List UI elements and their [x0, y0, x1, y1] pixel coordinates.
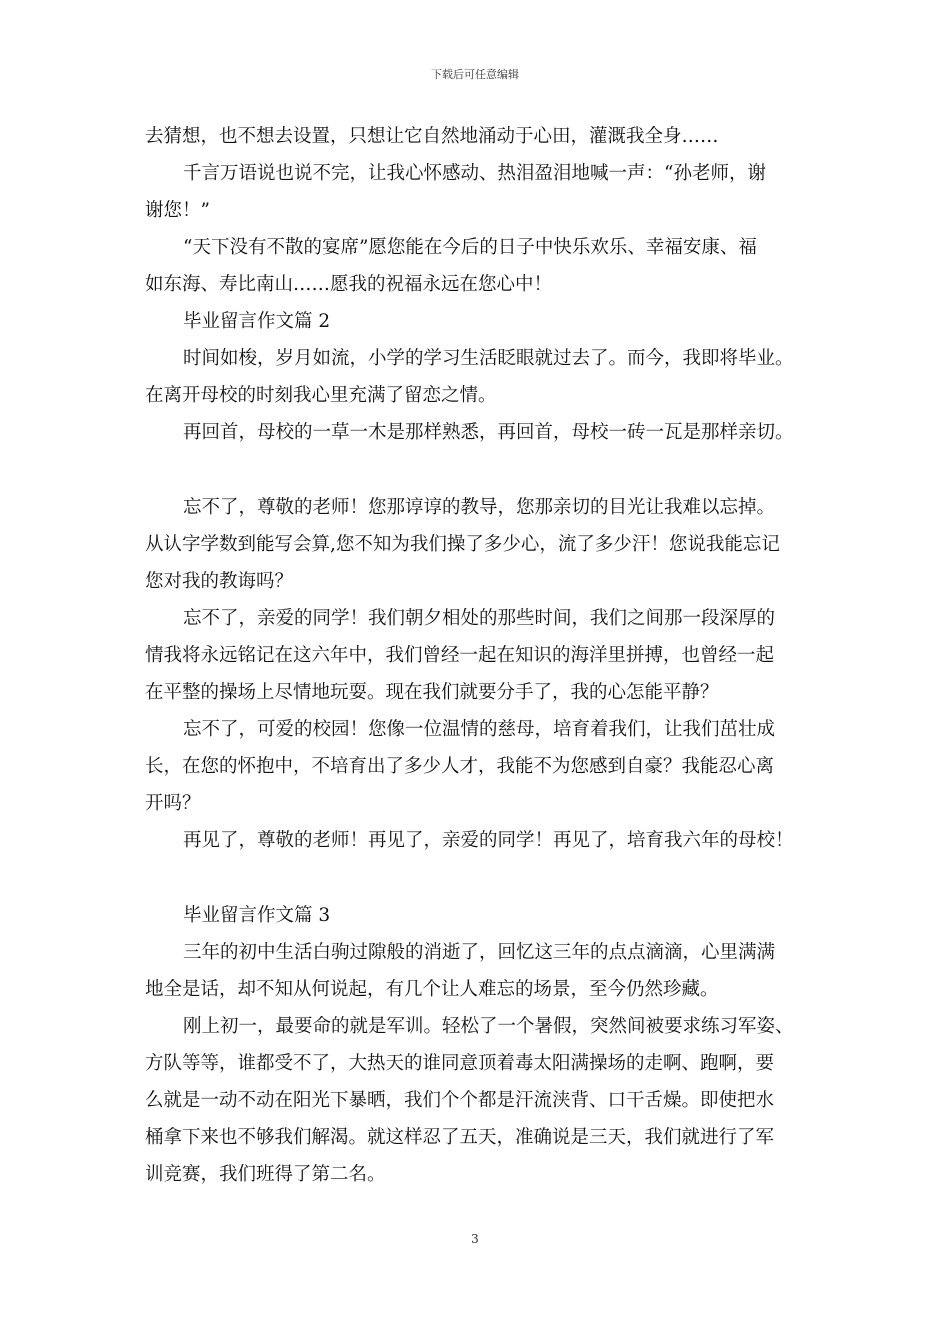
text-line: 从认字学数到能写会算,您不知为我们操了多少心，流了多少汗！您说我能忘记 [145, 534, 780, 555]
text-line: 如东海、寿比南山……愿我的祝福永远在您心中！ [145, 274, 553, 295]
text-line: 刚上初一，最要命的就是军训。轻松了一个暑假，突然间被要求练习军姿、 [183, 1016, 794, 1037]
blank-line [145, 859, 825, 897]
text-line: 训竞赛，我们班得了第二名。 [145, 1164, 386, 1185]
text-line: 在平整的操场上尽情地玩耍。现在我们就要分手了，我的心怎能平静？ [145, 682, 719, 703]
text-line: 么就是一动不动在阳光下暴晒，我们个个都是汗流浃背、口干舌燥。即使把水 [145, 1090, 775, 1111]
text-line: 桶拿下来也不够我们解渴。就这样忍了五天，准确说是三天，我们就进行了军 [145, 1127, 775, 1148]
document-body [145, 118, 825, 1193]
text-line: 三年的初中生活白驹过隙般的消逝了，回忆这三年的点点滴滴，心里满满 [183, 942, 776, 963]
text-line: 在离开母校的时刻我心里充满了留恋之情。 [145, 385, 497, 406]
text-line: 地全是话，却不知从何说起，有几个让人难忘的场景，至今仍然珍藏。 [145, 979, 719, 1000]
text-line: 开吗？ [145, 793, 201, 814]
text-line: 方队等等，谁都受不了，大热天的谁同意顶着毒太阳满操场的走啊、跑啊，要 [145, 1053, 775, 1074]
blank-line [145, 451, 825, 489]
page-header: 下载后可任意编辑 [431, 68, 519, 81]
page-number: 3 [471, 1232, 479, 1246]
text-line: 忘不了，可爱的校园！您像一位温情的慈母，培育着我们，让我们茁壮成 [183, 719, 776, 740]
text-line: 忘不了，尊敬的老师！您那谆谆的教导，您那亲切的目光让我难以忘掉。 [183, 497, 776, 518]
text-line: 长，在您的怀抱中，不培育出了多少人才，我能不为您感到自豪？我能忍心离 [145, 756, 775, 777]
text-line: 您对我的教诲吗？ [145, 571, 294, 592]
text-line: 千言万语说也说不完，让我心怀感动、热泪盈泪地喊一声：“孙老师，谢 [183, 163, 766, 184]
text-line: 再见了，尊敬的老师！再见了，亲爱的同学！再见了，培育我六年的母校！ [183, 830, 794, 851]
text-line: 毕业留言作文篇 2 [183, 311, 331, 332]
text-line: 忘不了，亲爱的同学！我们朝夕相处的那些时间，我们之间那一段深厚的 [183, 608, 776, 629]
text-line: 再回首，母校的一草一木是那样熟悉，再回首，母校一砖一瓦是那样亲切。 [183, 422, 794, 443]
text-line: 时间如梭，岁月如流，小学的学习生活眨眼就过去了。而今，我即将毕业。 [183, 348, 794, 369]
text-line: 去猜想，也不想去设置，只想让它自然地涌动于心田，灌溉我全身…… [145, 126, 719, 147]
text-line: 毕业留言作文篇 3 [183, 905, 331, 926]
text-line: 情我将永远铭记在这六年中，我们曾经一起在知识的海洋里拼搏，也曾经一起 [145, 645, 775, 666]
text-line: 谢您！” [145, 200, 210, 221]
text-line: “天下没有不散的宴席”愿您能在今后的日子中快乐欢乐、幸福安康、福 [183, 237, 757, 258]
